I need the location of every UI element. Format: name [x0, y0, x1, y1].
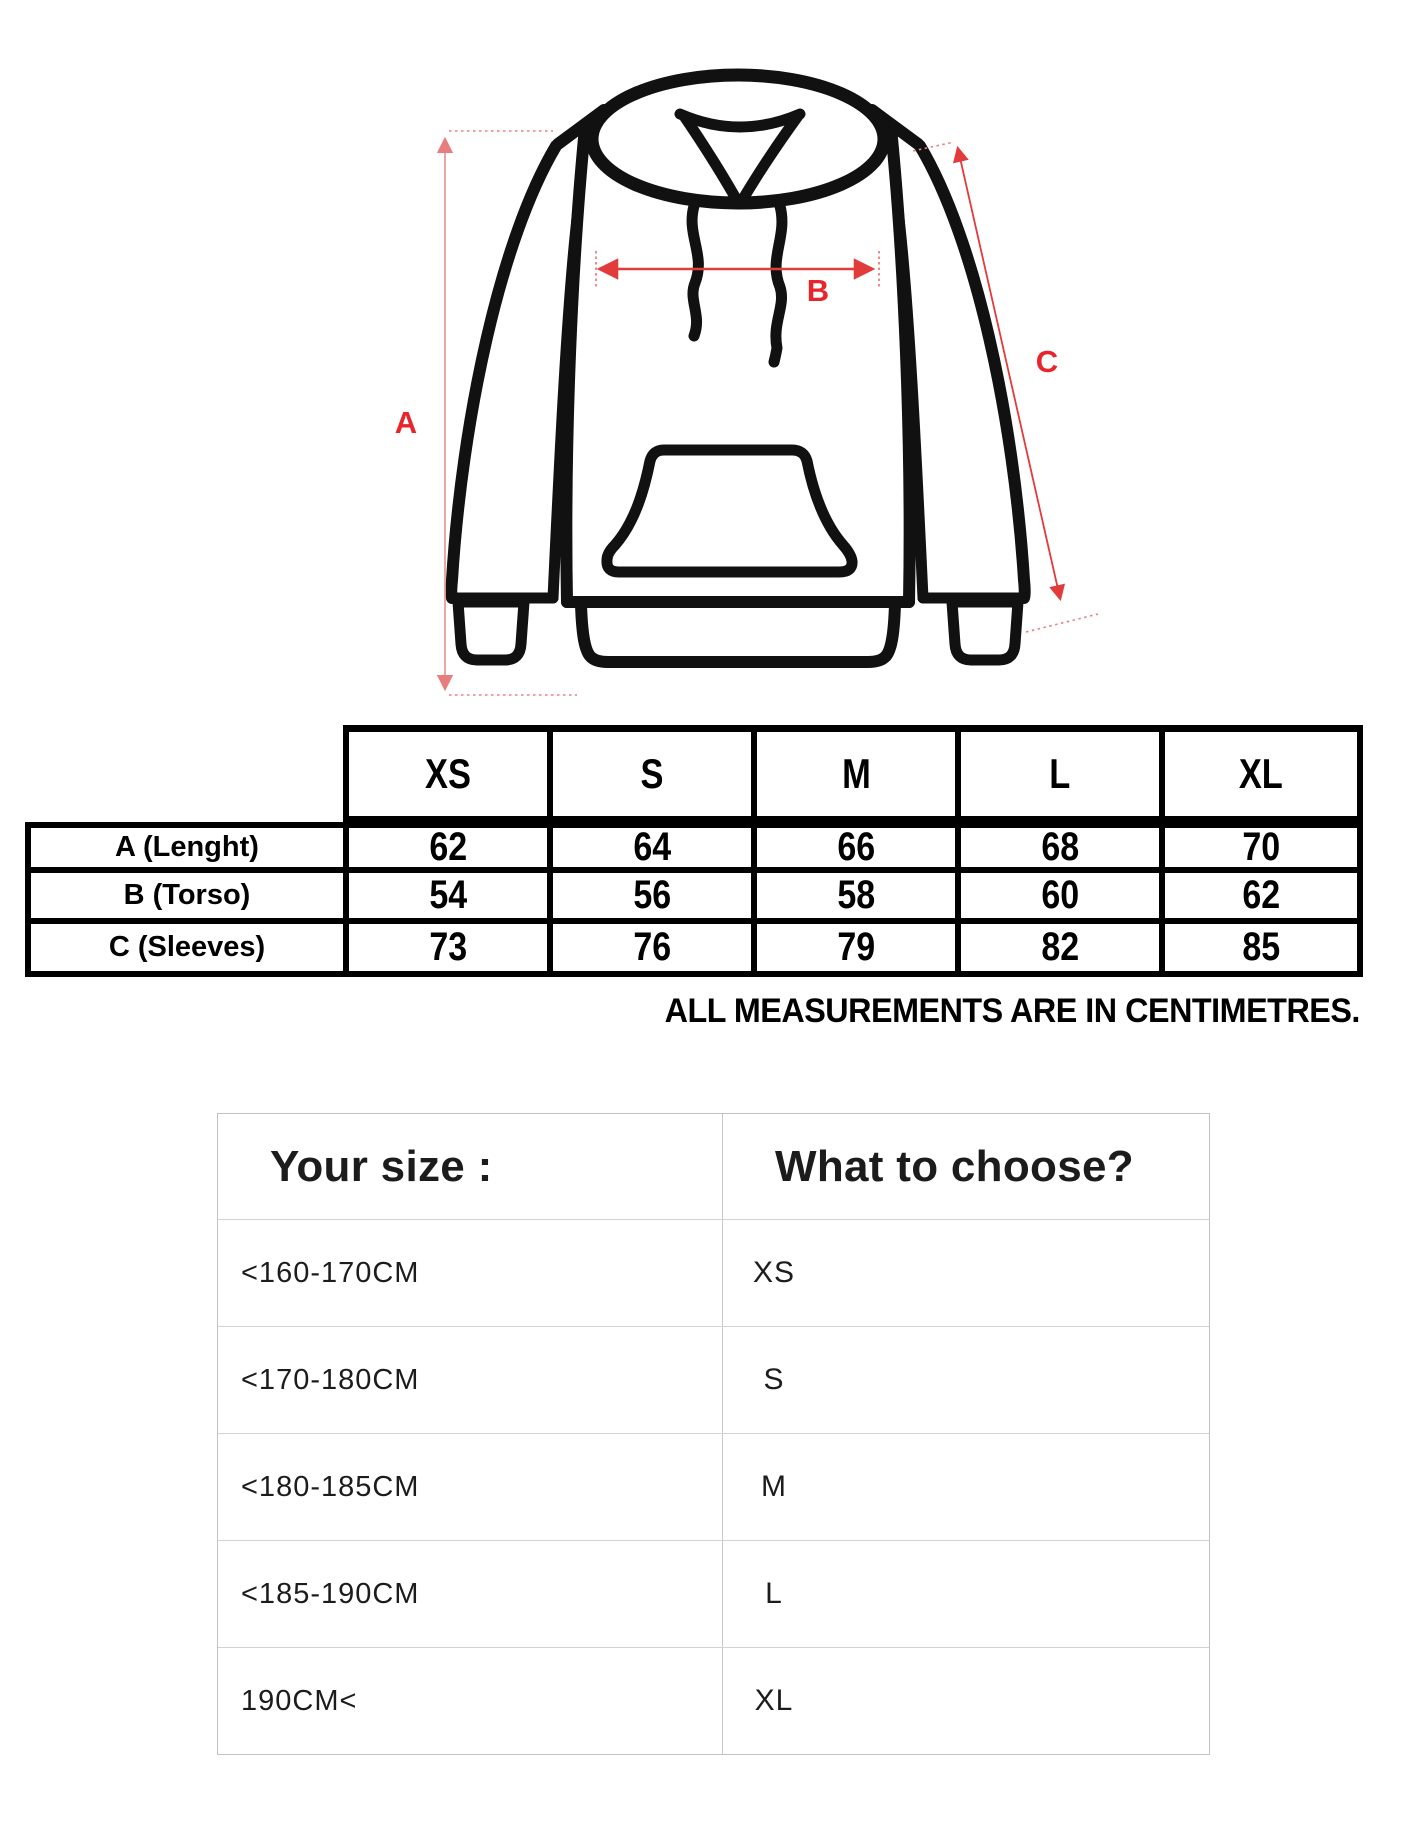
col-header-m: M — [751, 725, 955, 822]
height-range: 190CM< — [241, 1684, 358, 1717]
cell-sleeves-m: 79 — [751, 924, 955, 977]
right-cuff — [952, 602, 1018, 660]
height-range: <160-170CM — [241, 1256, 420, 1289]
dim-c-tick-bottom — [1026, 614, 1098, 632]
drawstring-left — [692, 206, 698, 336]
cell-torso-l: 60 — [955, 873, 1159, 924]
height-range: <180-185CM — [241, 1470, 420, 1503]
height-range: <185-190CM — [241, 1577, 420, 1610]
hood-collar-line — [680, 114, 800, 127]
size-chart-table — [25, 725, 1363, 977]
cell-sleeves-l: 82 — [955, 924, 1159, 977]
what-to-choose-header: What to choose? — [722, 1114, 1209, 1219]
dim-label-b: B — [806, 273, 830, 308]
cell-torso-xs: 54 — [343, 873, 547, 924]
cell-torso-m: 58 — [751, 873, 955, 924]
cell-sleeves-s: 76 — [547, 924, 751, 977]
col-header-xl: XL — [1159, 725, 1363, 822]
size-recommendation-table — [217, 1113, 1210, 1755]
recommendation-row — [218, 1326, 1209, 1433]
recommended-size: L — [722, 1541, 1209, 1647]
hem-band — [581, 604, 895, 662]
row-header-torso: B (Torso) — [25, 873, 343, 924]
recommendation-row — [218, 1540, 1209, 1647]
drawstring-right — [774, 206, 782, 362]
left-cuff — [458, 602, 524, 660]
cell-sleeves-xl: 85 — [1159, 924, 1363, 977]
cell-length-xl: 70 — [1159, 822, 1363, 873]
recommended-size: M — [722, 1434, 1209, 1540]
hood-outline — [592, 75, 884, 203]
measurements-note: ALL MEASUREMENTS ARE IN CENTIMETRES. — [664, 992, 1360, 1030]
col-header-s: S — [547, 725, 751, 822]
kangaroo-pocket — [607, 450, 852, 572]
recommendation-row — [218, 1647, 1209, 1754]
left-sleeve-outer — [451, 146, 556, 598]
row-header-sleeves: C (Sleeves) — [25, 924, 343, 977]
cell-length-m: 66 — [751, 822, 955, 873]
cell-sleeves-xs: 73 — [343, 924, 547, 977]
cell-length-xs: 62 — [343, 822, 547, 873]
hoodie-diagram — [0, 0, 1428, 720]
recommendation-row — [218, 1433, 1209, 1540]
cell-torso-xl: 62 — [1159, 873, 1363, 924]
cell-torso-s: 56 — [547, 873, 751, 924]
dim-label-a: A — [394, 405, 418, 440]
col-header-xs: XS — [343, 725, 547, 822]
recommendation-header-row — [218, 1114, 1209, 1219]
recommendation-row — [218, 1219, 1209, 1326]
row-header-length: A (Lenght) — [25, 822, 343, 873]
dimension-annotations — [395, 131, 1098, 695]
height-range: <170-180CM — [241, 1363, 420, 1396]
cell-length-s: 64 — [547, 822, 751, 873]
dim-label-c: C — [1035, 344, 1059, 379]
cell-length-l: 68 — [955, 822, 1159, 873]
recommended-size: XL — [722, 1648, 1209, 1754]
size-chart-corner-spacer — [25, 725, 343, 822]
your-size-header: Your size : — [270, 1141, 493, 1191]
col-header-l: L — [955, 725, 1159, 822]
recommended-size: XS — [722, 1220, 1209, 1326]
recommended-size: S — [722, 1327, 1209, 1433]
